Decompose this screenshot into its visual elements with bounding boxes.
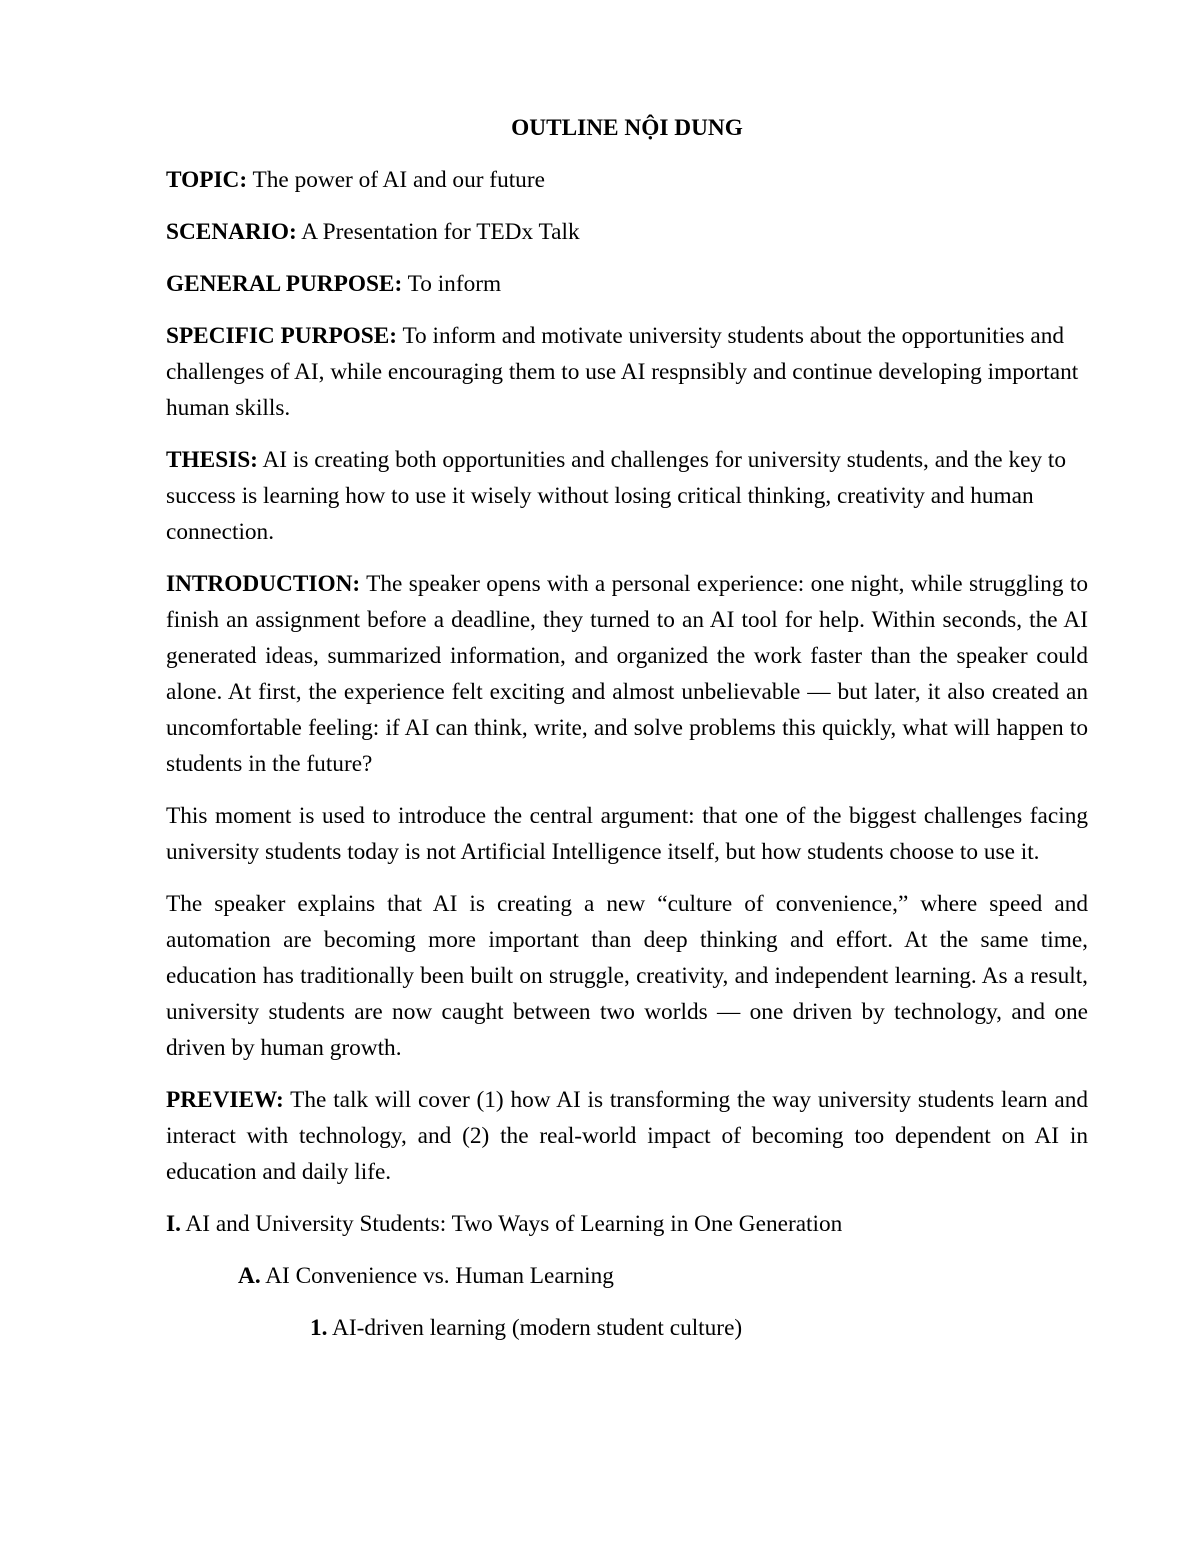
subsection-a-text: AI Convenience vs. Human Learning	[260, 1263, 614, 1289]
central-argument-paragraph: This moment is used to introduce the central argument: that one of the biggest challenges facing university students today is not Artificial Intelligence itself, but how students choose to use it.	[166, 803, 1088, 865]
specific-purpose-text: To inform and motivate university students about the opportunities and challenges of AI, while encouraging them to use AI respnsibly and continue developing important human skills.	[166, 323, 1079, 421]
outline-subsection-a	[166, 1258, 1088, 1294]
item-one-marker: 1.	[310, 1315, 328, 1341]
section-one-marker: I.	[166, 1211, 181, 1237]
preview-label: PREVIEW:	[166, 1087, 284, 1113]
general-purpose-line	[166, 266, 1088, 302]
scenario-label: SCENARIO:	[166, 219, 297, 245]
outline-item-one	[166, 1310, 1088, 1346]
scenario-line	[166, 214, 1088, 250]
document-title: OUTLINE NỘI DUNG	[511, 115, 743, 141]
topic-text: The power of AI and our future	[247, 167, 545, 193]
subsection-a-marker: A.	[238, 1263, 261, 1289]
scenario-text: A Presentation for TEDx Talk	[296, 219, 580, 245]
general-purpose-text: To inform	[402, 271, 502, 297]
preview-paragraph	[166, 1082, 1088, 1190]
thesis-text: AI is creating both opportunities and challenges for university students, and the key to success is learning how to use it wisely without losing critical thinking, creativity and human connection.	[166, 447, 1067, 545]
introduction-text: The speaker opens with a personal experience: one night, while struggling to finish an assignment before a deadline, they turned to an AI tool for help. Within seconds, the AI generated ideas, summarized information, and organized the work faster than the speaker could alone. At first, the experience felt exciting and almost unbelievable — but later, it also created an uncomfortable feeling: if AI can think, write, and solve problems this quickly, what will happen to students in the future?	[166, 571, 1088, 777]
introduction-label: INTRODUCTION:	[166, 571, 361, 597]
section-one-text: AI and University Students: Two Ways of Learning in One Generation	[180, 1211, 843, 1237]
item-one-text: AI-driven learning (modern student culture)	[327, 1315, 743, 1341]
topic-line	[166, 162, 1088, 198]
outline-section-one	[166, 1206, 1088, 1242]
general-purpose-label: GENERAL PURPOSE:	[166, 271, 403, 297]
document-body	[166, 110, 1088, 1362]
thesis-paragraph	[166, 442, 1088, 550]
introduction-paragraph	[166, 566, 1088, 782]
preview-text: The talk will cover (1) how AI is transforming the way university students learn and interact with technology, and (2) the real-world impact of becoming too dependent on AI in education and daily life.	[166, 1087, 1088, 1185]
specific-purpose-label: SPECIFIC PURPOSE:	[166, 323, 398, 349]
thesis-label: THESIS:	[166, 447, 258, 473]
convenience-culture-paragraph: The speaker explains that AI is creating a new “culture of convenience,” where speed and automation are becoming more important than deep thinking and effort. At the same time, education has traditionally been built on struggle, creativity, and independent learning. As a result, university students are now caught between two worlds — one driven by technology, and one driven by human growth.	[166, 891, 1088, 1061]
topic-label: TOPIC:	[166, 167, 248, 193]
specific-purpose-paragraph	[166, 318, 1088, 426]
